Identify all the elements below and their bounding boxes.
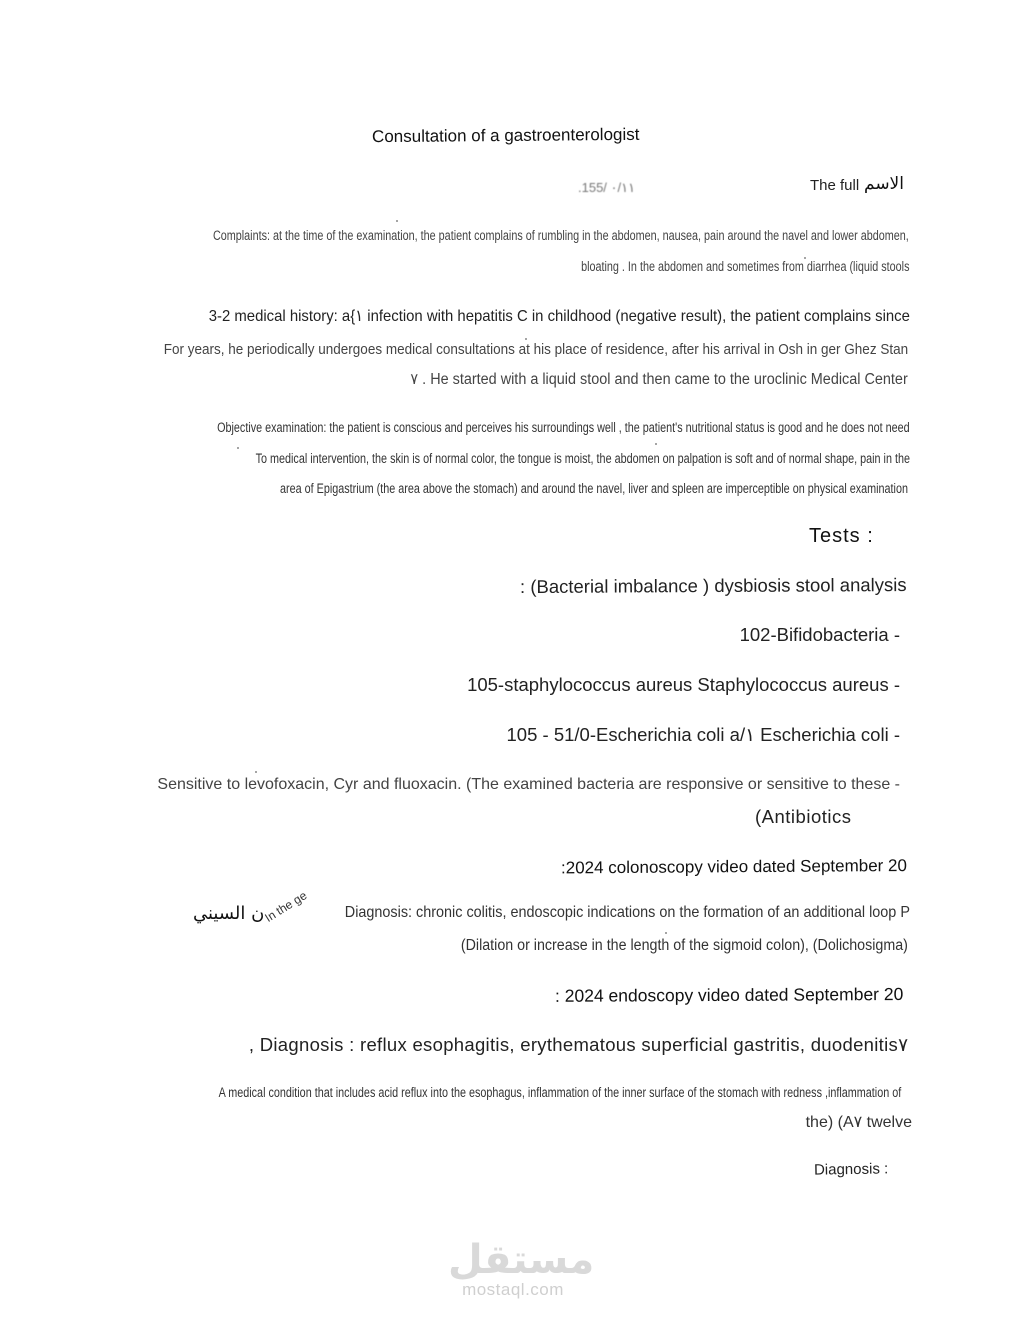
- final-diagnosis-label: Diagnosis :: [813, 1160, 889, 1179]
- endoscopy-explanation-1: A medical condition that includes acid reflux into the esophagus, inflammation of the inner surface of the stomach with redness ,inflammation of: [218, 1085, 901, 1100]
- sensitivity-line-2: (Antibiotics: [755, 806, 852, 827]
- scan-speckle: [804, 257, 806, 259]
- endoscopy-explanation-2: the) (A٧ twelve: [805, 1114, 912, 1131]
- tests-heading: Tests :: [809, 525, 874, 547]
- name-label-en: The full: [810, 177, 860, 194]
- mostaql-watermark: [448, 1236, 595, 1302]
- scan-speckle: [255, 771, 257, 773]
- scan-speckle: [665, 932, 667, 934]
- colonoscopy-heading: :2024 colonoscopy video dated September 20: [561, 856, 908, 878]
- bacteria-line-2: 105-staphylococcus aureus Staphylococcus aureus -: [467, 674, 900, 695]
- scan-speckle: [237, 447, 239, 449]
- scan-speckle: [655, 443, 657, 445]
- scan-speckle: [525, 338, 527, 340]
- objective-line-1: Objective examination: the patient is conscious and perceives his surroundings well , the patient's nutritional status is good and he does not need: [217, 420, 910, 435]
- document-title: Consultation of a gastroenterologist: [371, 124, 640, 147]
- history-line-3: ٧ . He started with a liquid stool and then came to the uroclinic Medical Center: [410, 371, 908, 388]
- complaints-line-2: bloating . In the abdomen and sometimes from diarrhea (liquid stools: [580, 259, 909, 274]
- colonoscopy-arabic-fragment: ن السيني: [193, 903, 265, 924]
- objective-line-2: To medical intervention, the skin is of normal color, the tongue is moist, the abdomen on palpation is soft and of normal shape, pain in the: [255, 451, 910, 466]
- name-label-ar: الاسم: [864, 174, 904, 194]
- history-line-1: 3-2 medical history: a{١ infection with hepatitis C in childhood (negative result), the patient complains since: [208, 308, 910, 325]
- colonoscopy-diagnosis: Diagnosis: chronic colitis, endoscopic indications on the formation of an additional loop P: [344, 904, 910, 921]
- endoscopy-diagnosis: , Diagnosis : reflux esophagitis, erythematous superficial gastritis, duodenitis٧: [248, 1034, 908, 1055]
- watermark-latin: mostaql.com: [462, 1280, 564, 1299]
- colonoscopy-overlay-fragment: In the ge: [262, 888, 310, 925]
- colonoscopy-detail: (Dilation or increase in the length of the sigmoid colon), (Dolichosigma): [460, 937, 908, 954]
- history-line-2: For years, he periodically undergoes medical consultations at his place of residence, after his arrival in Osh in ger Ghez Stan: [163, 341, 908, 358]
- redacted-name-fragment: .155/ ٠/١١: [578, 180, 636, 195]
- sensitivity-line-1: Sensitive to levofoxacin, Cyr and fluoxacin. (The examined bacteria are responsive or sensitive to these -: [157, 776, 900, 793]
- scan-speckle: [396, 220, 398, 222]
- watermark-arabic: مستقل: [448, 1237, 595, 1283]
- endoscopy-heading: : 2024 endoscopy video dated September 20: [554, 984, 904, 1006]
- stool-analysis-heading: : (Bacterial imbalance ) dysbiosis stool analysis: [520, 574, 908, 598]
- complaints-line-1: Complaints: at the time of the examination, the patient complains of rumbling in the abdomen, nausea, pain around the navel and lower abdomen,: [213, 228, 909, 243]
- bacteria-line-3: 105 - 51/0-Escherichia coli a/١ Escherichia coli -: [506, 724, 900, 745]
- bacteria-line-1: 102-Bifidobacteria -: [739, 624, 900, 645]
- objective-line-3: area of Epigastrium (the area above the stomach) and around the navel, liver and spleen are imperceptible on physical examination: [280, 481, 908, 496]
